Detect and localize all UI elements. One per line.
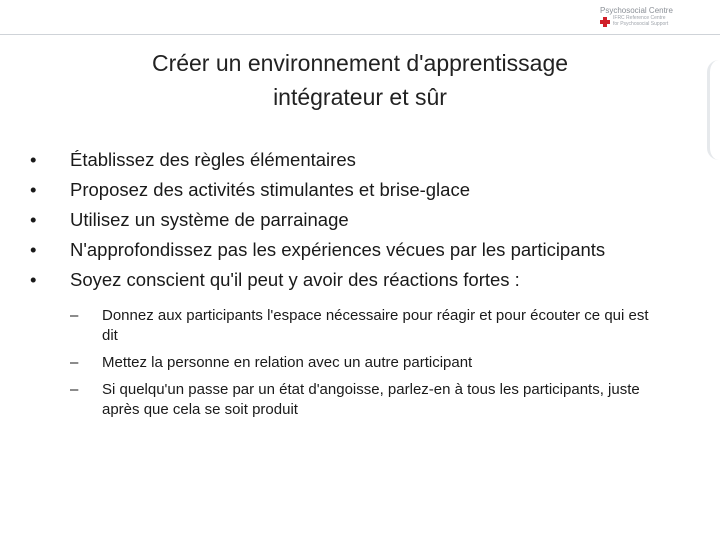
bullet-text: N'approfondissez pas les expériences vécues par les participants	[70, 239, 606, 260]
sub-bullet-item	[70, 353, 652, 373]
bullet-icon: •	[30, 239, 37, 260]
header-rule	[0, 34, 720, 35]
sub-bullet-text: Si quelqu'un passe par un état d'angoisse, parlez-en à tous les participants, juste après que cela se soit produit	[102, 381, 640, 418]
logo-title: Psychosocial Centre	[600, 6, 673, 15]
bullet-item	[30, 178, 690, 202]
sub-bullet-item	[70, 380, 652, 420]
bullet-icon: •	[30, 149, 37, 170]
bullet-text: Établissez des règles élémentaires	[70, 149, 356, 170]
logo-subtitle-line2: for Psychosocial Support	[613, 20, 669, 27]
bullet-text: Soyez conscient qu'il peut y avoir des réactions fortes :	[70, 269, 520, 290]
bullet-icon: •	[30, 209, 37, 230]
logo-subtitle	[613, 16, 668, 27]
bullet-text: Proposez des activités stimulantes et brise-glace	[70, 179, 470, 200]
sub-bullet-text: Donnez aux participants l'espace nécessaire pour réagir et pour écouter ce qui est dit	[102, 307, 649, 344]
bullet-list	[30, 148, 690, 427]
sub-bullet-text: Mettez la personne en relation avec un autre participant	[102, 354, 473, 371]
slide-title-line1: Créer un environnement d'apprentissage	[151, 50, 569, 76]
dash-icon: –	[70, 307, 79, 324]
bullet-item	[30, 208, 690, 232]
bullet-text: Utilisez un système de parrainage	[70, 209, 349, 230]
bullet-icon: •	[30, 269, 37, 290]
decorative-arc	[707, 60, 720, 160]
sub-bullet-list	[70, 306, 690, 420]
bullet-item	[30, 148, 690, 172]
bullet-item	[30, 268, 690, 420]
slide-title	[60, 46, 660, 114]
red-cross-icon	[600, 17, 610, 27]
logo-subtitle-line1: IFRC Reference Centre	[613, 15, 666, 21]
slide-title-line2: intégrateur et sûr	[273, 84, 447, 110]
dash-icon: –	[70, 354, 79, 371]
sub-bullet-item	[70, 306, 652, 346]
dash-icon: –	[70, 381, 79, 398]
bullet-icon: •	[30, 179, 37, 200]
bullet-item	[30, 238, 690, 262]
psychosocial-centre-logo	[600, 6, 680, 32]
